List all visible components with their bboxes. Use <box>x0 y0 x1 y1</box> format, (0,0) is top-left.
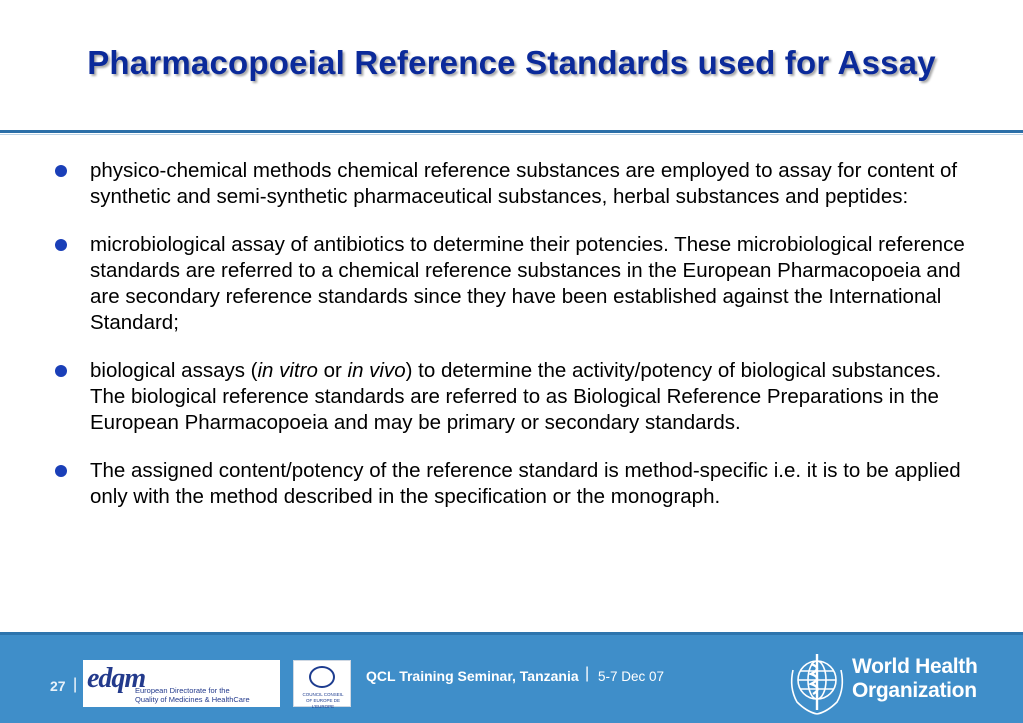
footer-separator: | <box>585 665 590 682</box>
coe-caption <box>297 692 349 710</box>
bullet-dot-icon <box>55 465 67 477</box>
who-name <box>852 655 978 703</box>
bullet-text: physico-chemical methods chemical reference substances are employed to assay for content of synthetic and semi-synthetic pharmaceutical substances, herbal substances and peptides: <box>90 159 958 208</box>
edqm-caption <box>135 686 250 704</box>
title-divider-shadow <box>0 134 1023 135</box>
title-divider <box>0 130 1023 133</box>
footer-separator: | <box>73 676 78 693</box>
who-emblem-icon <box>787 648 847 718</box>
bullet-item <box>52 232 967 336</box>
edqm-logo <box>83 660 280 707</box>
bullet-dot-icon <box>55 165 67 177</box>
who-name-line: Organization <box>852 679 977 702</box>
bullet-text-part: biological assays ( <box>90 359 258 382</box>
bullet-item <box>52 158 967 210</box>
bullet-list <box>52 158 967 532</box>
bullet-item <box>52 358 967 436</box>
page-number: 27 <box>50 678 66 694</box>
coe-caption-line: COUNCIL CONSEIL <box>302 692 344 697</box>
bullet-text-part: ) to determine the activity/potency of biological substances. The biological reference standards are referred to as Biological Reference Preparations in the European Pharmacopoeia and may be primary or secondary standards. <box>90 359 942 434</box>
edqm-caption-line: European Directorate for the <box>135 686 230 695</box>
bullet-text <box>90 359 941 434</box>
bullet-item <box>52 458 967 510</box>
bullet-dot-icon <box>55 239 67 251</box>
edqm-logo-mark: edqm <box>87 663 146 694</box>
bullet-text: microbiological assay of antibiotics to determine their potencies. These microbiological reference standards are referred to a chemical reference substances in the European Pharmacopoeia and are secondary reference standards since they have been established against the International Standard; <box>90 233 965 334</box>
bullet-dot-icon <box>55 365 67 377</box>
bullet-italic-term: in vitro <box>257 359 318 382</box>
who-name-line: World Health <box>852 655 978 678</box>
council-of-europe-icon <box>309 666 335 688</box>
council-of-europe-logo <box>293 660 351 707</box>
seminar-name: QCL Training Seminar, Tanzania <box>366 668 579 684</box>
slide-title: Pharmacopoeial Reference Standards used for Assay <box>87 44 936 81</box>
coe-caption-line: OF EUROPE DE L'EUROPE <box>305 698 340 709</box>
bullet-italic-term: in vivo <box>347 359 406 382</box>
seminar-date: 5-7 Dec 07 <box>598 669 665 684</box>
edqm-caption-line: Quality of Medicines & HealthCare <box>135 695 250 704</box>
bullet-text-part: or <box>317 359 348 382</box>
bullet-text: The assigned content/potency of the reference standard is method-specific i.e. it is to be applied only with the method described in the specification or the monograph. <box>90 459 961 508</box>
